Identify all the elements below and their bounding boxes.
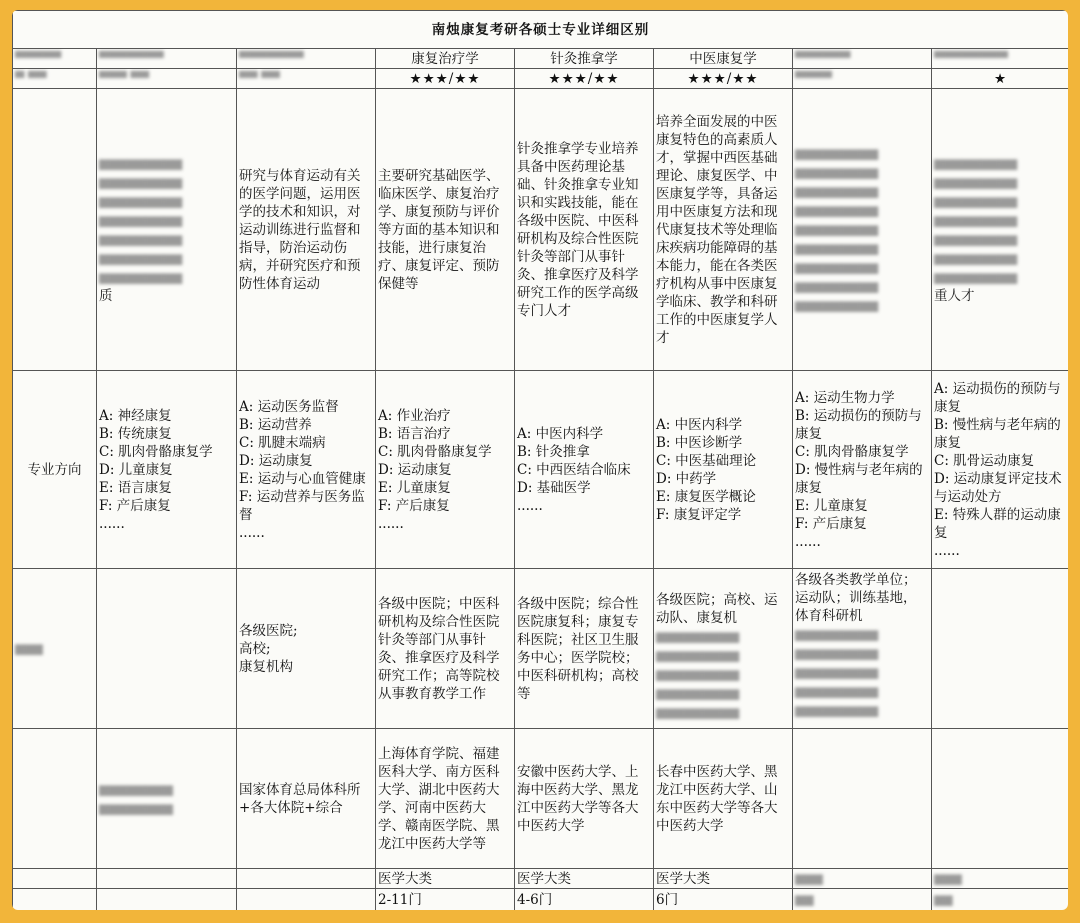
comparison-table: [12, 10, 1068, 910]
blank-cell: [932, 889, 1069, 911]
blurred-text: ▆▆▆▆▆▆▆▆▆: [795, 627, 879, 641]
schools-sports-medicine: 国家体育总局体科所+各大体院+综合: [237, 729, 376, 869]
blurred-text: ▆▆▆▆▆▆▆▆▆: [934, 194, 1018, 208]
courses-tcm-rehab: 6门: [654, 889, 793, 911]
blurred-text: ▆▆: [795, 892, 814, 906]
directions-label: 专业方向: [13, 371, 97, 569]
goal-col6: [793, 89, 932, 371]
blurred-text: ▆▆▆▆▆▆▆▆▆: [656, 648, 740, 662]
direction-item: E: 语言康复: [99, 479, 172, 496]
blurred-text: ▆▆▆: [795, 871, 823, 885]
blank-cell: [932, 49, 1069, 69]
blurred-text: ▀▀▀▀▀: [15, 51, 62, 65]
direction-item: A: 中医内科学: [656, 416, 743, 433]
employment-col6: [654, 569, 793, 729]
blank-cell: [13, 869, 97, 889]
blurred-text: ▆▆▆▆▆▆▆▆▆: [795, 646, 879, 660]
blurred-text: ▆▆▆▆▆▆▆▆▆: [795, 165, 879, 179]
blank-cell: [932, 869, 1069, 889]
direction-item: E: 儿童康复: [795, 497, 868, 514]
blank-cell: [13, 89, 97, 371]
blurred-text: ▆▆▆▆▆▆▆▆: [99, 800, 173, 815]
blurred-text: ▆▆▆▆▆▆▆▆▆: [795, 298, 879, 312]
blurred-text: ▆▆▆: [15, 641, 43, 655]
blurred-text: ▀▀▀▀▀▀▀: [99, 51, 164, 65]
direction-item: B: 语言治疗: [378, 425, 451, 442]
stars-blurred-col: ★: [932, 69, 1069, 89]
blurred-text: ▆▆▆▆▆▆▆▆▆: [99, 270, 183, 284]
direction-item: ......: [934, 542, 960, 559]
blurred-text: ▆▆▆▆▆▆▆▆▆: [656, 629, 740, 643]
goal-tcm-rehab: 培养全面发展的中医康复特色的高素质人才，掌握中西医基础理论、康复医学、中医康复学等，具备运用中医康复方法和现代康复技术等处理临床疾病功能障碍的基本能力，能在各类医疗机构从事中医康复学临床、教学和科研工作的中医康复学人才: [654, 89, 793, 371]
schools-row: [13, 729, 1069, 869]
category-rehab-therapy: 医学大类: [376, 869, 515, 889]
schools-col1: [97, 729, 237, 869]
direction-item: B: 传统康复: [99, 425, 172, 442]
direction-item: D: 运动康复评定技术与运动处方: [934, 470, 1062, 505]
stars-acupuncture: ★★★/★★: [515, 69, 654, 89]
blurred-text: ▀▀ ▀▀: [239, 71, 280, 85]
blank-cell: [97, 49, 237, 69]
direction-item: D: 基础医学: [517, 479, 591, 496]
blank-cell: [237, 889, 376, 911]
blurred-text: ▆▆▆▆▆▆▆▆▆: [99, 251, 183, 265]
goal-col7: [932, 89, 1069, 371]
direction-item: F: 产后康复: [795, 515, 867, 532]
blurred-text: ▆▆▆▆▆▆▆▆▆: [795, 279, 879, 293]
title-row: [13, 11, 1069, 49]
blank-cell: [793, 889, 932, 911]
direction-item: ......: [99, 515, 125, 532]
directions-acupuncture: [515, 371, 654, 569]
goal-col7-tail: 重人才: [934, 288, 975, 304]
direction-item: B: 运动营养: [239, 416, 312, 433]
direction-item: ......: [517, 497, 543, 514]
goal-col1-tail: 质: [99, 288, 113, 304]
blurred-text: ▆▆▆▆▆▆▆▆▆: [795, 665, 879, 679]
blurred-text: ▆▆▆▆▆▆▆▆▆: [934, 270, 1018, 284]
direction-item: ......: [378, 515, 404, 532]
courses-rehab-therapy: 2-11门: [376, 889, 515, 911]
blurred-text: ▆▆▆▆▆▆▆▆▆: [934, 232, 1018, 246]
direction-item: ......: [239, 524, 265, 541]
blurred-text: ▆▆▆▆▆▆▆▆▆: [99, 194, 183, 208]
blank-cell: [13, 49, 97, 69]
blurred-text: ▆▆▆▆▆▆▆▆▆: [99, 213, 183, 227]
blurred-text: ▆▆▆▆▆▆▆▆▆: [795, 684, 879, 698]
blurred-text: ▀▀▀▀▀▀▀▀: [934, 51, 1008, 65]
direction-item: E: 儿童康复: [378, 479, 451, 496]
document-sheet: [12, 10, 1068, 910]
employment-line: 各级医院;: [239, 622, 298, 639]
goal-sports-medicine: 研究与体育运动有关的医学问题，运用医学的技术和知识，对运动训练进行监督和指导，防治运动伤病，并研究医疗和预防性体育运动: [237, 89, 376, 371]
direction-item: E: 特殊人群的运动康复: [934, 506, 1061, 541]
direction-item: A: 运动损伤的预防与康复: [934, 380, 1061, 415]
direction-item: D: 运动康复: [378, 461, 452, 478]
major-name-tcm-rehab: 中医康复学: [654, 49, 793, 69]
directions-col6: [793, 371, 932, 569]
employment-line: 高校;: [239, 640, 271, 657]
blurred-text: ▆▆▆▆▆▆▆▆▆: [934, 213, 1018, 227]
employment-col6-head: 各级医院；高校、运动队、康复机: [656, 592, 778, 626]
goal-col1: [97, 89, 237, 371]
stars-tcm-rehab: ★★★/★★: [654, 69, 793, 89]
direction-item: C: 肌肉骨骼康复学: [378, 443, 492, 460]
directions-col1: [97, 371, 237, 569]
blurred-text: ▆▆▆▆▆▆▆▆▆: [795, 703, 879, 717]
direction-item: B: 慢性病与老年病的康复: [934, 416, 1061, 451]
employment-col7: [793, 569, 932, 729]
blank-cell: [932, 729, 1069, 869]
blurred-text: ▆▆▆▆▆▆▆▆▆: [934, 251, 1018, 265]
goal-rehab-therapy: 主要研究基础医学、临床医学、康复治疗学、康复预防与评价等方面的基本知识和技能，进行康复治疗、康复评定、预防保健等: [376, 89, 515, 371]
blurred-text: ▀▀▀▀▀▀: [795, 51, 851, 65]
blurred-text: ▆▆▆▆▆▆▆▆▆: [795, 222, 879, 236]
blank-cell: [793, 729, 932, 869]
employment-col7-head: 各级各类教学单位；运动队；训练基地，体育科研机: [795, 572, 917, 624]
stars-rehab-therapy: ★★★/★★: [376, 69, 515, 89]
blurred-text: ▆▆: [934, 892, 953, 906]
direction-item: D: 中药学: [656, 470, 717, 487]
blank-cell: [793, 49, 932, 69]
directions-sports-medicine: [237, 371, 376, 569]
blurred-text: ▆▆▆▆▆▆▆▆▆: [795, 203, 879, 217]
direction-item: F: 产后康复: [378, 497, 450, 514]
direction-item: C: 中医基础理论: [656, 452, 757, 469]
employment-acupuncture: 各级中医院；中医科研机构及综合性医院针灸等部门从事针灸、推拿医疗及科学研究工作；高等院校从事教育教学工作: [376, 569, 515, 729]
direction-item: F: 产后康复: [99, 497, 171, 514]
direction-item: A: 中医内科学: [517, 425, 604, 442]
employment-row: [13, 569, 1069, 729]
difficulty-row: [13, 69, 1069, 89]
blurred-text: ▀ ▀▀: [15, 71, 47, 85]
blurred-text: ▆▆▆▆▆▆▆▆▆: [795, 146, 879, 160]
direction-item: E: 运动与心血管健康: [239, 470, 366, 487]
blank-cell: [97, 69, 237, 89]
major-name-row: [13, 49, 1069, 69]
schools-acupuncture: 安徽中医药大学、上海中医药大学、黑龙江中医药大学等各大中医药大学: [515, 729, 654, 869]
direction-item: B: 中医诊断学: [656, 434, 743, 451]
blurred-text: ▆▆▆▆▆▆▆▆▆: [99, 156, 183, 170]
direction-item: C: 中西医结合临床: [517, 461, 631, 478]
directions-row: [13, 371, 1069, 569]
courses-acupuncture: 4-6门: [515, 889, 654, 911]
blank-cell: [13, 69, 97, 89]
directions-rehab-therapy: [376, 371, 515, 569]
direction-item: D: 慢性病与老年病的康复: [795, 461, 923, 496]
courses-row: [13, 889, 1069, 911]
category-row: [13, 869, 1069, 889]
direction-item: A: 作业治疗: [378, 407, 451, 424]
directions-col7: [932, 371, 1069, 569]
training-goal-row: [13, 89, 1069, 371]
blank-cell: [237, 49, 376, 69]
blurred-text: ▆▆▆▆▆▆▆▆▆: [795, 241, 879, 255]
blank-cell: [793, 69, 932, 89]
direction-item: C: 肌骨运动康复: [934, 452, 1035, 469]
direction-item: A: 运动生物力学: [795, 389, 895, 406]
blank-cell: [97, 569, 237, 729]
blurred-text: ▆▆▆: [934, 871, 962, 885]
direction-item: A: 运动医务监督: [239, 398, 339, 415]
blurred-text: ▆▆▆▆▆▆▆▆▆: [656, 686, 740, 700]
direction-item: B: 运动损伤的预防与康复: [795, 407, 922, 442]
blurred-text: ▀▀▀▀: [795, 71, 832, 85]
directions-tcm-rehab: [654, 371, 793, 569]
direction-item: D: 儿童康复: [99, 461, 173, 478]
blank-cell: [13, 569, 97, 729]
blurred-text: ▀▀▀ ▀▀: [99, 71, 149, 85]
blurred-text: ▆▆▆▆▆▆▆▆▆: [934, 156, 1018, 170]
table-title: 南烛康复考研各硕士专业详细区别: [13, 11, 1069, 49]
goal-acupuncture: 针灸推拿学专业培养具备中医药理论基础、针灸推拿专业知识和实践技能，能在各级中医院、中医科研机构及综合性医院针灸等部门从事针灸、推拿医疗及科学研究工作的医学高级专门人才: [515, 89, 654, 371]
employment-tcm-rehab: 各级中医院；综合性医院康复科；康复专科医院；社区卫生服务中心；医学院校；中医科研机构；高校等: [515, 569, 654, 729]
blank-cell: [13, 889, 97, 911]
direction-item: C: 肌肉骨骼康复学: [795, 443, 909, 460]
direction-item: B: 针灸推拿: [517, 443, 590, 460]
major-name-rehab-therapy: 康复治疗学: [376, 49, 515, 69]
schools-rehab-therapy: 上海体育学院、福建医科大学、南方医科大学、湖北中医药大学、河南中医药大学、赣南医学院、黑龙江中医药大学等: [376, 729, 515, 869]
blank-cell: [793, 869, 932, 889]
blurred-text: ▆▆▆▆▆▆▆▆▆: [795, 260, 879, 274]
direction-item: F: 康复评定学: [656, 506, 742, 523]
blurred-text: ▆▆▆▆▆▆▆▆: [99, 781, 173, 796]
direction-item: C: 肌腱末端病: [239, 434, 326, 451]
blank-cell: [237, 869, 376, 889]
employment-line: 康复机构: [239, 658, 293, 675]
direction-item: E: 康复医学概论: [656, 488, 756, 505]
direction-item: ......: [795, 533, 821, 550]
direction-item: C: 肌肉骨骼康复学: [99, 443, 213, 460]
direction-item: D: 运动康复: [239, 452, 313, 469]
blurred-text: ▆▆▆▆▆▆▆▆▆: [795, 184, 879, 198]
blurred-text: ▆▆▆▆▆▆▆▆▆: [656, 667, 740, 681]
blank-cell: [97, 869, 237, 889]
blurred-text: ▆▆▆▆▆▆▆▆▆: [99, 175, 183, 189]
schools-tcm-rehab: 长春中医药大学、黑龙江中医药大学、山东中医药大学等各大中医药大学: [654, 729, 793, 869]
blank-cell: [97, 889, 237, 911]
employment-rehab-therapy: [237, 569, 376, 729]
category-tcm-rehab: 医学大类: [654, 869, 793, 889]
blank-cell: [237, 69, 376, 89]
blurred-text: ▀▀▀▀▀▀▀: [239, 51, 304, 65]
blurred-text: ▆▆▆▆▆▆▆▆▆: [99, 232, 183, 246]
direction-item: A: 神经康复: [99, 407, 172, 424]
category-acupuncture: 医学大类: [515, 869, 654, 889]
blurred-text: ▆▆▆▆▆▆▆▆▆: [656, 705, 740, 719]
blank-cell: [13, 729, 97, 869]
blurred-text: ▆▆▆▆▆▆▆▆▆: [934, 175, 1018, 189]
direction-item: F: 运动营养与医务监督: [239, 488, 365, 523]
major-name-acupuncture: 针灸推拿学: [515, 49, 654, 69]
